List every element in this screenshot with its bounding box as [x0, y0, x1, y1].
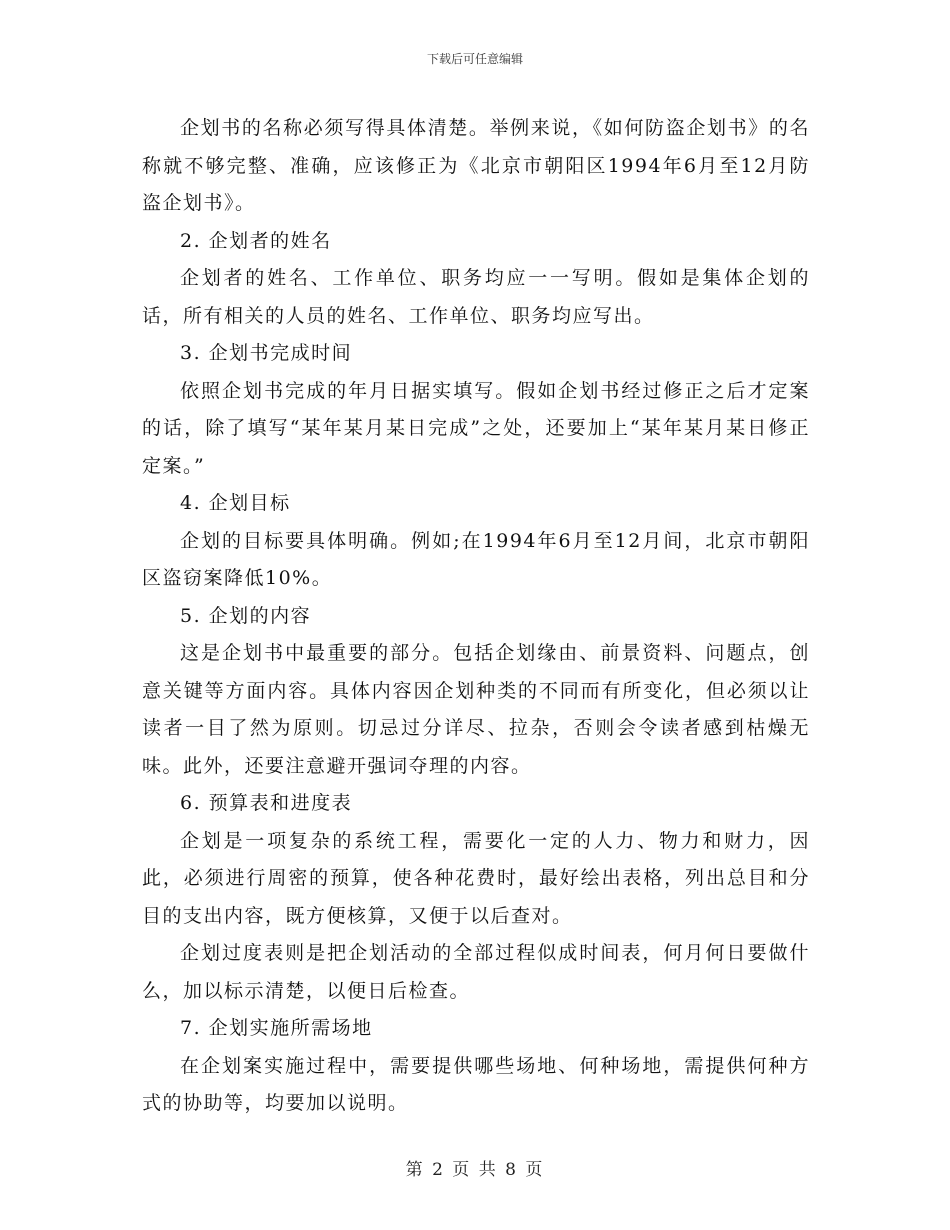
section-heading-completion-time: 3. 企划书完成时间 [180, 342, 353, 364]
section-heading-venue: 7. 企划实施所需场地 [180, 1017, 373, 1039]
paragraph-budget: 企划是一项复杂的系统工程，需要化一定的人力、物力和财力，因此，必须进行周密的预算，使各种花费时，最好绘出表格，列出总目和分目的支出内容，既方便核算，又便于以后查对。 [142, 829, 810, 927]
paragraph-plan-content: 这是企划书中最重要的部分。包括企划缘由、前景资料、问题点，创意关键等方面内容。具体内容因企划种类的不同而有所变化，但必须以让读者一目了然为原则。切忌过分详尽、拉杂，否则会令读者感到枯燥无味。此外，还要注意避开强词夺理的内容。 [142, 642, 810, 777]
paragraph-schedule: 企划过度表则是把企划活动的全部过程似成时间表，何月何日要做什么，加以标示清楚，以便日后检查。 [142, 942, 810, 1002]
paragraph-plan-goal: 企划的目标要具体明确。例如;在1994年6月至12月间，北京市朝阳区盗窃案降低10%。 [142, 529, 810, 589]
document-body [142, 110, 810, 1123]
section-heading-budget-schedule: 6. 预算表和进度表 [180, 792, 353, 814]
section-heading-planner-name: 2. 企划者的姓名 [180, 229, 332, 252]
section-heading-plan-content: 5. 企划的内容 [180, 604, 312, 627]
page-number: 第 2 页 共 8 页 [405, 1160, 545, 1180]
section-heading-plan-goal: 4. 企划目标 [180, 492, 291, 514]
paragraph-plan-title: 企划书的名称必须写得具体清楚。举例来说，《如何防盗企划书》的名称就不够完整、准确，应该修正为《北京市朝阳区1994年6月至12月防盗企划书》。 [142, 117, 810, 214]
paragraph-planner-name: 企划者的姓名、工作单位、职务均应一一写明。假如是集体企划的话，所有相关的人员的姓名、工作单位、职务均应写出。 [142, 267, 810, 327]
header-note: 下载后可任意编辑 [426, 52, 523, 66]
paragraph-completion-time: 依照企划书完成的年月日据实填写。假如企划书经过修正之后才定案的话，除了填写“某年某月某日完成”之处，还要加上“某年某月某日修正定案。” [142, 379, 810, 477]
paragraph-venue: 在企划案实施过程中，需要提供哪些场地、何种场地，需提供何种方式的协助等，均要加以说明。 [142, 1054, 810, 1114]
